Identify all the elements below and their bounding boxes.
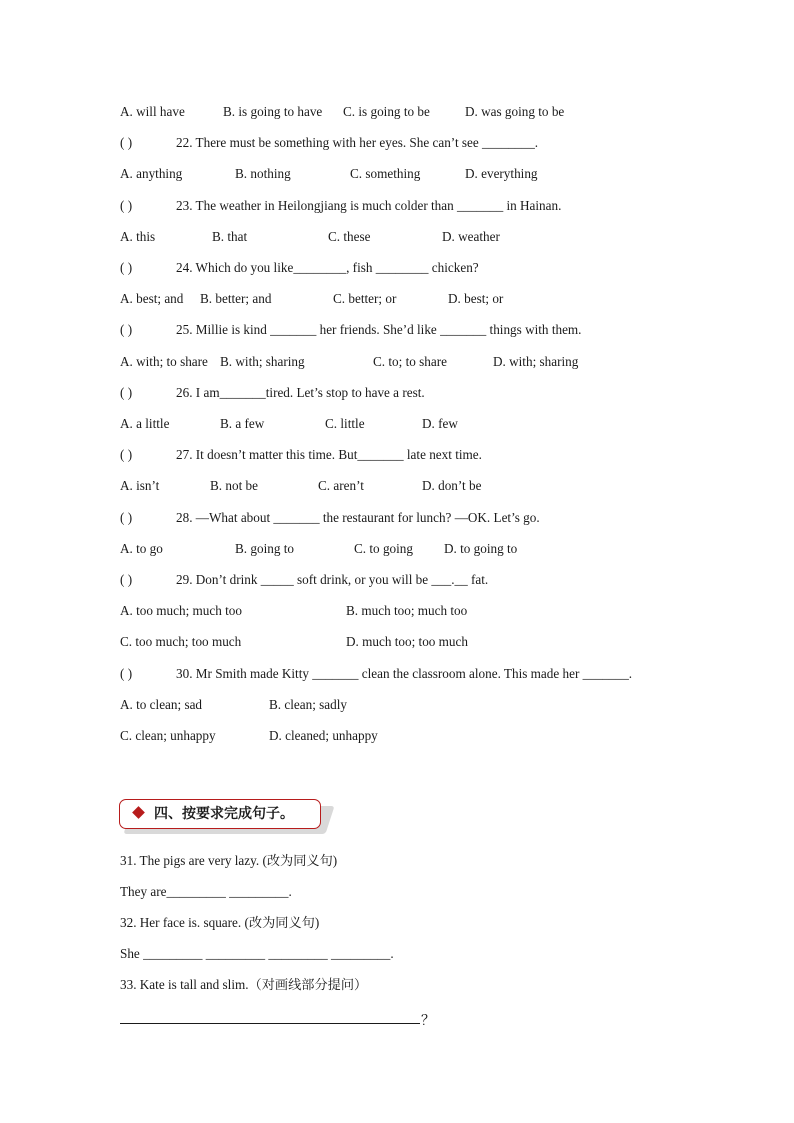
task-prompt: 33. Kate is tall and slim.（对画线部分提问） (120, 977, 368, 992)
answer-line (120, 1023, 420, 1024)
answer-bracket[interactable]: ( ) (120, 135, 133, 150)
question-text: 29. Don’t drink _____ soft drink, or you will be ___.__ fat. (176, 572, 489, 587)
answer-bracket[interactable]: ( ) (120, 666, 133, 681)
option-a[interactable]: A. to go (120, 541, 163, 556)
question-text: 26. I am_______tired. Let’s stop to have a rest. (176, 385, 425, 400)
option-d[interactable]: D. was going to be (465, 104, 565, 119)
option-d[interactable]: D. best; or (448, 291, 504, 306)
answer-bracket[interactable]: ( ) (120, 385, 133, 400)
question-row (120, 509, 540, 527)
option-a[interactable]: A. will have (120, 104, 185, 119)
question-text: 27. It doesn’t matter this time. But_______ late next time. (176, 447, 482, 462)
task-answer[interactable]: She _________ _________ _________ _________. (120, 946, 394, 961)
answer-bracket[interactable]: ( ) (120, 322, 133, 337)
option-a[interactable]: A. a little (120, 416, 170, 431)
section-heading: 四、按要求完成句子。 (154, 806, 294, 822)
option-d[interactable]: D. few (422, 416, 458, 431)
option-b[interactable]: B. nothing (235, 166, 291, 181)
option-a[interactable]: A. anything (120, 166, 183, 181)
option-b[interactable]: D. cleaned; unhappy (269, 728, 378, 743)
option-b[interactable]: B. not be (210, 478, 258, 493)
option-d[interactable]: D. to going to (444, 541, 518, 556)
option-b[interactable]: B. a few (220, 416, 265, 431)
option-b[interactable]: B. with; sharing (220, 354, 305, 369)
diamond-icon (132, 806, 145, 819)
option-a[interactable]: C. clean; unhappy (120, 728, 216, 743)
option-d[interactable]: D. don’t be (422, 478, 482, 493)
question-row (120, 321, 581, 339)
question-row (120, 446, 482, 464)
question-text: 28. —What about _______ the restaurant for lunch? —OK. Let’s go. (176, 510, 540, 525)
option-a[interactable]: A. isn’t (120, 478, 160, 493)
option-b[interactable]: B. clean; sadly (269, 697, 348, 712)
question-text: 23. The weather in Heilongjiang is much colder than _______ in Hainan. (176, 198, 562, 213)
option-b[interactable]: B. going to (235, 541, 294, 556)
option-a[interactable]: A. to clean; sad (120, 697, 203, 712)
option-b[interactable]: D. much too; too much (346, 634, 468, 649)
option-c[interactable]: C. to going (354, 541, 413, 556)
option-a[interactable]: A. with; to share (120, 354, 208, 369)
question-text: 30. Mr Smith made Kitty _______ clean the classroom alone. This made her _______. (176, 666, 633, 681)
option-d[interactable]: D. weather (442, 229, 500, 244)
option-a[interactable]: A. best; and (120, 291, 184, 306)
question-mark: ？ (421, 1013, 435, 1029)
option-a[interactable]: A. this (120, 229, 156, 244)
answer-bracket[interactable]: ( ) (120, 447, 133, 462)
answer-bracket[interactable]: ( ) (120, 260, 133, 275)
option-c[interactable]: C. these (328, 229, 371, 244)
option-b[interactable]: B. that (212, 229, 248, 244)
question-row (120, 665, 632, 683)
option-c[interactable]: C. better; or (333, 291, 397, 306)
answer-bracket[interactable]: ( ) (120, 572, 133, 587)
question-row (120, 571, 488, 589)
option-c[interactable]: C. to; to share (373, 354, 447, 369)
option-c[interactable]: C. little (325, 416, 365, 431)
option-d[interactable]: D. everything (465, 166, 538, 181)
answer-bracket[interactable]: ( ) (120, 198, 133, 213)
question-row (120, 197, 561, 215)
option-c[interactable]: C. something (350, 166, 421, 181)
question-row (120, 134, 538, 152)
question-row (120, 259, 479, 277)
question-text: 24. Which do you like________, fish ________ chicken? (176, 260, 479, 275)
option-c[interactable]: C. aren’t (318, 478, 364, 493)
option-a[interactable]: C. too much; too much (120, 634, 242, 649)
task-prompt: 32. Her face is. square. (改为同义句) (120, 915, 320, 930)
question-text: 22. There must be something with her eyes. She can’t see ________. (176, 135, 539, 150)
option-c[interactable]: C. is going to be (343, 104, 430, 119)
task-answer[interactable]: They are_________ _________. (120, 884, 292, 899)
question-row (120, 384, 425, 402)
option-b[interactable]: B. is going to have (223, 104, 323, 119)
question-text: 25. Millie is kind _______ her friends. She’d like _______ things with them. (176, 322, 582, 337)
task-prompt: 31. The pigs are very lazy. (改为同义句) (120, 853, 338, 868)
option-d[interactable]: D. with; sharing (493, 354, 579, 369)
answer-bracket[interactable]: ( ) (120, 510, 133, 525)
section-heading-box (119, 799, 321, 829)
option-b[interactable]: B. much too; much too (346, 603, 468, 618)
option-a[interactable]: A. too much; much too (120, 603, 242, 618)
option-b[interactable]: B. better; and (200, 291, 272, 306)
